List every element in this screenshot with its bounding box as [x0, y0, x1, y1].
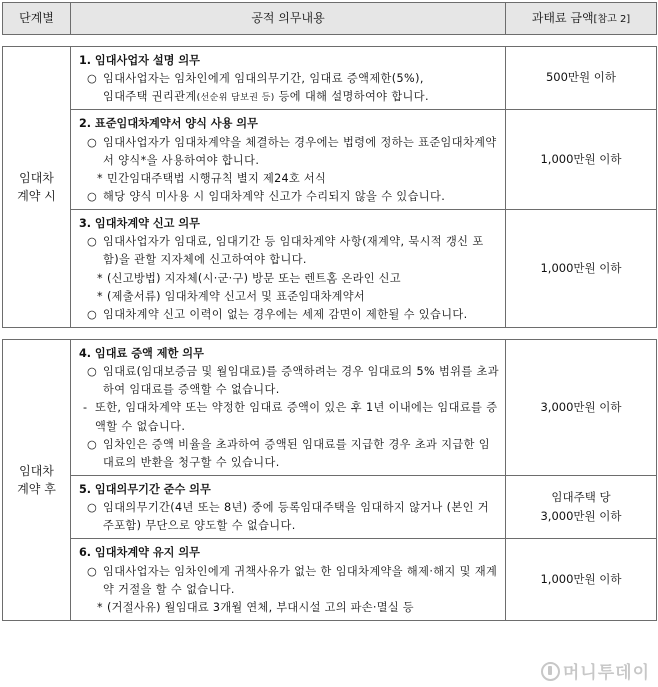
header-stage: 단계별 [3, 3, 71, 35]
watermark-logo-icon [541, 662, 560, 681]
item-text: (거절사유) 월임대료 3개월 연체, 부대시설 고의 파손·멸실 등 [107, 600, 414, 614]
item-text: 임대차계약 신고 이력이 없는 경우에는 세제 감면이 제한될 수 있습니다. [103, 307, 468, 321]
section-row-4 [3, 339, 657, 475]
item-text: 임대사업자는 임차인에게 귀책사유가 없는 한 임대차계약을 해제·해지 및 재계약 거절을 할 수 없습니다. [103, 564, 498, 596]
item-text: 또한, 임대차계약 또는 약정한 임대료 증액이 있은 후 1년 이내에는 임대료를 증액할 수 없습니다. [95, 401, 498, 433]
section-title: 5. 임대의무기간 준수 의무 [79, 482, 211, 496]
item-text: (신고방법) 지자체(시·군·구) 방문 또는 렌트홈 온라인 신고 [107, 271, 401, 285]
watermark: 머니투데이 [541, 658, 650, 683]
fine-amount: 3,000만원 이하 [540, 399, 622, 414]
stage-after: 임대차 계약 후 [3, 339, 71, 620]
gap-row [3, 327, 657, 339]
bullet-icon: ○ [87, 307, 98, 321]
item-text: 임대사업자가 임대료, 임대기간 등 임대차계약 사항(재계약, 묵시적 갱신 포함)을 관할 지자체에 신고하여야 합니다. [103, 235, 484, 267]
item-text: (제출서류) 임대차계약 신고서 및 표준임대차계약서 [107, 289, 366, 303]
section-content-5 [71, 475, 506, 538]
list-item [77, 288, 499, 306]
list-item [77, 233, 499, 269]
list-item [77, 188, 499, 206]
section-amount-6 [506, 539, 657, 621]
section-title: 4. 임대료 증액 제한 의무 [79, 346, 204, 360]
bullet-icon: ○ [87, 72, 98, 86]
bullet-icon: * [97, 271, 103, 285]
list-item [77, 70, 499, 106]
header-row [3, 3, 657, 35]
list-item [77, 499, 499, 535]
item-text: 등에 대해 설명하여야 합니다. [274, 90, 429, 104]
section-content-2 [71, 110, 506, 210]
item-text: 해당 양식 미사용 시 임대차계약 신고가 수리되지 않을 수 있습니다. [103, 189, 446, 203]
header-content: 공적 의무내용 [71, 3, 506, 35]
item-note: (선순위 담보권 등) [196, 93, 275, 104]
bullet-icon: - [83, 401, 88, 415]
fine-amount: 1,000만원 이하 [540, 571, 622, 586]
section-row-6 [3, 539, 657, 621]
section-amount-1 [506, 47, 657, 110]
fine-amount: 500만원 이하 [545, 70, 617, 85]
item-text: 임대사업자가 임대차계약을 체결하는 경우에는 법령에 정하는 표준임대차계약서 양식*을 사용하여야 합니다. [103, 135, 497, 167]
fine-amount: 3,000만원 이하 [540, 509, 622, 524]
bullet-icon: * [97, 171, 103, 185]
section-amount-4 [506, 339, 657, 475]
list-item [77, 134, 499, 170]
section-content-6 [71, 539, 506, 621]
gap-row [3, 35, 657, 47]
bullet-icon: ○ [87, 135, 98, 149]
section-title: 2. 표준임대차계약서 양식 사용 의무 [79, 117, 258, 131]
section-title: 3. 임대차계약 신고 의무 [79, 217, 200, 231]
list-item [77, 270, 499, 288]
obligation-table [2, 2, 657, 621]
bullet-icon: ○ [87, 235, 98, 249]
section-amount-3 [506, 210, 657, 328]
list-item [77, 399, 499, 435]
section-row-1 [3, 47, 657, 110]
item-text: 임대의무기간(4년 또는 8년) 중에 등록임대주택을 임대하지 않거나 (본인 거주포함) 무단으로 양도할 수 없습니다. [103, 501, 489, 533]
section-content-3 [71, 210, 506, 328]
fine-amount: 1,000만원 이하 [540, 260, 622, 275]
bullet-icon: ○ [87, 501, 98, 515]
section-row-3 [3, 210, 657, 328]
section-title: 6. 임대차계약 유지 의무 [79, 546, 200, 560]
item-text: 임대료(임대보증금 및 월임대료)를 증액하려는 경우 임대료의 5% 범위를 초과하여 임대료를 증액할 수 없습니다. [103, 365, 499, 397]
list-item [77, 363, 499, 399]
stage-contract: 임대차 계약 시 [3, 47, 71, 328]
fine-amount: 1,000만원 이하 [540, 152, 622, 166]
bullet-icon: ○ [87, 365, 98, 379]
list-item [77, 436, 499, 472]
fine-amount: 임대주택 당 [551, 489, 611, 504]
section-amount-5 [506, 475, 657, 538]
bullet-icon: ○ [87, 564, 98, 578]
item-text: 임차인은 증액 비율을 초과하여 증액된 임대료를 지급한 경우 초과 지급한 임대료의 반환을 청구할 수 있습니다. [103, 437, 490, 469]
item-text: 민간임대주택법 시행규칙 별지 제24호 서식 [107, 171, 327, 185]
section-title: 1. 임대사업자 설명 의무 [79, 54, 200, 67]
bullet-icon: ○ [87, 189, 98, 203]
bullet-icon: * [97, 600, 103, 614]
list-item [77, 563, 499, 599]
section-content-4 [71, 339, 506, 475]
list-item [77, 170, 499, 188]
header-amount: 과태료 금액[참고 2] [506, 3, 657, 35]
bullet-icon: * [97, 289, 103, 303]
bullet-icon: ○ [87, 437, 98, 451]
section-row-2 [3, 110, 657, 210]
item-text: 임대사업자는 임차인에게 임대의무기간, 임대료 증액제한(5%), [103, 72, 424, 86]
section-amount-2 [506, 110, 657, 210]
section-row-5 [3, 475, 657, 538]
section-content-1 [71, 47, 506, 110]
item-text: 임대주택 권리관계 [103, 90, 197, 104]
list-item [77, 599, 499, 617]
list-item [77, 306, 499, 324]
